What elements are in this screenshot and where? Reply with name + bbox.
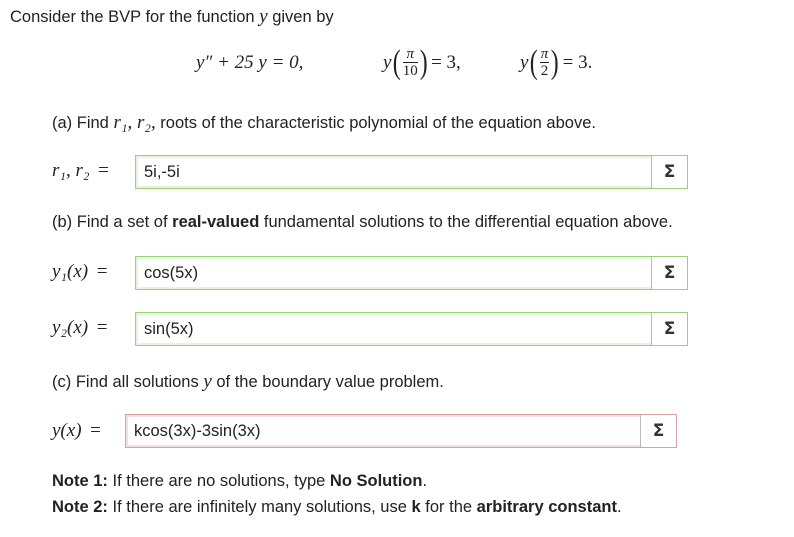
y2-answer-field[interactable]: [135, 312, 688, 346]
bc1-fraction: [403, 47, 418, 80]
note-2-bold-constant: arbitrary constant: [476, 498, 617, 516]
bc2-fraction: [540, 47, 550, 80]
part-b-bold: real-valued: [172, 213, 260, 231]
y2-label-group: [52, 317, 107, 339]
y1-label: y₁(x): [52, 261, 89, 282]
note-1-label: Note 1:: [52, 472, 108, 490]
equals-sign: =: [96, 261, 108, 282]
bc2-numerator: π: [540, 45, 549, 62]
bc2-right-paren: ): [550, 44, 559, 81]
equals-sign: =: [98, 160, 109, 181]
part-a-text: roots of the characteristic polynomial of the equation above.: [160, 114, 596, 132]
solution-input[interactable]: [126, 415, 642, 447]
note-1: [52, 472, 427, 491]
part-c-label-group: [52, 420, 101, 442]
part-b-question: [52, 213, 673, 232]
bc2-rhs: = 3.: [562, 52, 593, 73]
roots-input[interactable]: [136, 156, 653, 188]
note-2-end: .: [616, 498, 622, 516]
roots-answer-field[interactable]: [135, 155, 688, 189]
bc1-rhs: = 3,: [431, 52, 461, 73]
boundary-condition-2: [520, 38, 592, 88]
part-c-text: of the boundary value problem.: [216, 373, 444, 391]
sigma-button[interactable]: Σ: [651, 156, 687, 188]
note-1-bold: No Solution: [329, 472, 423, 490]
note-2-label: Note 2:: [52, 498, 108, 516]
intro-text: Consider the BVP for the function: [10, 8, 255, 26]
bc2-left-paren: (: [530, 44, 539, 81]
bc1-numerator: π: [403, 47, 418, 63]
part-c-question: [52, 371, 444, 393]
bc1-denominator: 10: [402, 62, 418, 79]
part-b-prefix: (b) Find a set of: [52, 213, 168, 231]
solution-answer-field[interactable]: [125, 414, 677, 448]
ode-equation: [196, 52, 303, 74]
part-a-vars: r₁, r₂,: [113, 112, 156, 133]
part-a-prefix: (a) Find: [52, 114, 109, 132]
intro-tail: given by: [272, 8, 334, 26]
part-b-text: fundamental solutions to the differential equation above.: [263, 213, 673, 231]
bc1-function: y: [383, 52, 392, 73]
note-1-text: If there are no solutions, type: [112, 472, 326, 490]
y1-label-group: [52, 261, 107, 283]
note-1-end: .: [422, 472, 428, 490]
ode-lhs: y″ + 25 y = 0,: [196, 52, 304, 73]
bc2-denominator: 2: [540, 62, 549, 79]
note-2: [52, 498, 622, 517]
part-c-prefix: (c) Find all solutions: [52, 373, 199, 391]
equals-sign: =: [96, 317, 108, 338]
y2-label: y₂(x): [52, 317, 89, 338]
sigma-button[interactable]: Σ: [640, 415, 676, 447]
part-a-label: [52, 160, 109, 182]
problem-intro: [10, 6, 334, 28]
note-2-text: If there are infinitely many solutions, use: [112, 498, 407, 516]
bc1-left-paren: (: [393, 44, 402, 81]
note-2-mid: for the: [425, 498, 473, 516]
sigma-button[interactable]: Σ: [651, 313, 687, 345]
equals-sign: =: [90, 420, 101, 441]
roots-label: r₁, r₂: [52, 160, 90, 181]
boundary-condition-1: [383, 38, 461, 88]
part-c-var: y: [203, 371, 212, 392]
yx-label: y(x): [52, 420, 82, 441]
y1-input[interactable]: [136, 257, 653, 289]
part-a-question: [52, 112, 596, 134]
intro-variable: y: [259, 6, 268, 27]
bc2-function: y: [520, 52, 529, 73]
note-2-bold-k: k: [411, 498, 421, 516]
y2-input[interactable]: [136, 313, 653, 345]
bc1-right-paren: ): [419, 44, 428, 81]
sigma-button[interactable]: Σ: [651, 257, 687, 289]
y1-answer-field[interactable]: [135, 256, 688, 290]
